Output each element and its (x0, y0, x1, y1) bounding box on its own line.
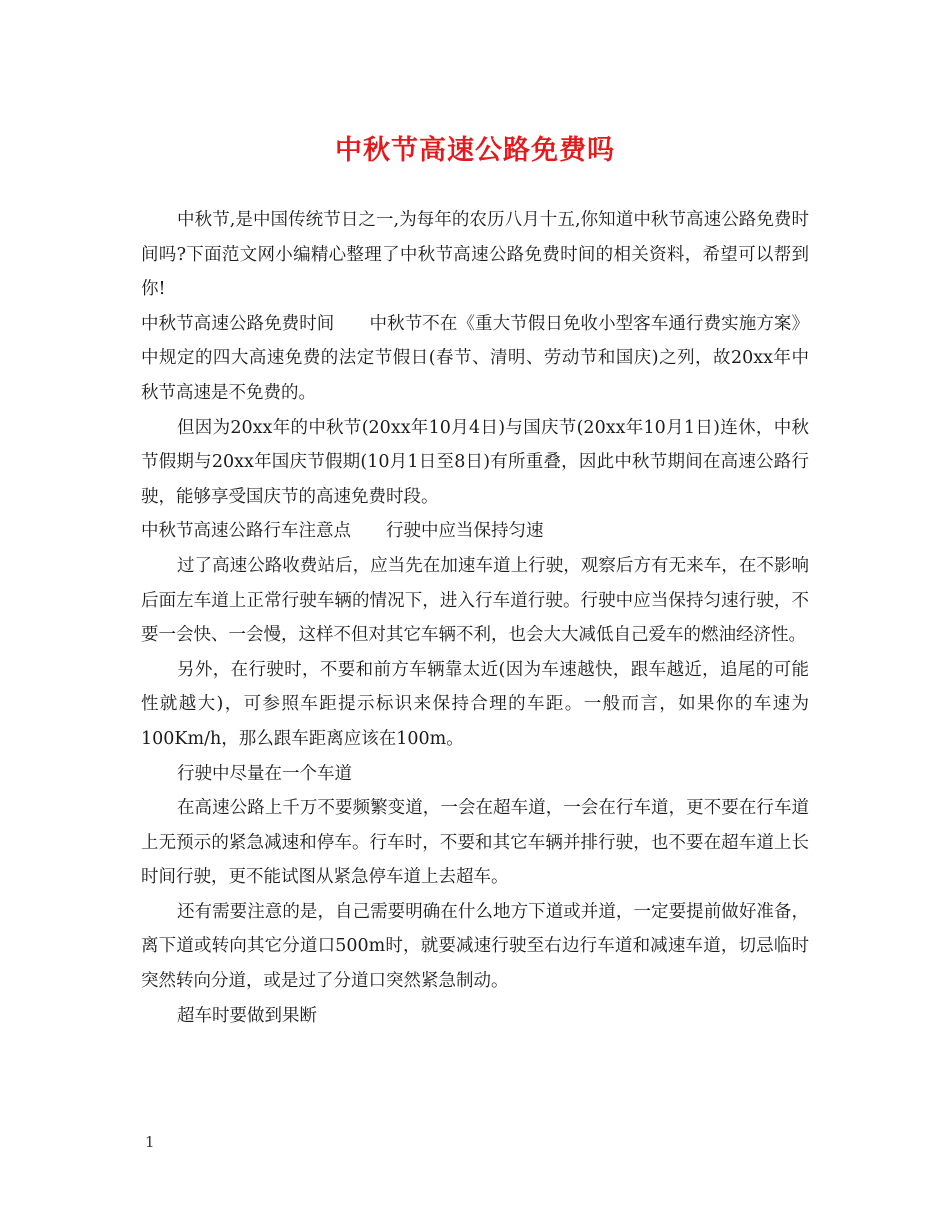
paragraph-one-lane-heading: 行驶中尽量在一个车道 (177, 763, 352, 784)
paragraph-overtaking-heading: 超车时要做到果断 (177, 1005, 317, 1026)
paragraph-free-time: 中秋节高速公路免费时间 中秋节不在《重大节假日免收小型客车通行费实施方案》中规定的四大高速免费的法定节假日(春节、清明、劳动节和国庆)之列，故20xx年中秋节高速是不免费的。 (141, 313, 809, 403)
page-title: 中秋节高速公路免费吗 (335, 135, 615, 166)
paragraph-following-distance: 另外，在行驶时，不要和前方车辆靠太近(因为车速越快，跟车越近，追尾的可能性就越大)，可参照车距提示标识来保持合理的车距。一般而言，如果你的车速为100Km/h，那么跟车距离应该在100m。 (141, 659, 809, 749)
document-body (141, 203, 809, 1033)
paragraph-intro: 中秋节,是中国传统节日之一,为每年的农历八月十五,你知道中秋节高速公路免费时间吗?下面范文网小编精心整理了中秋节高速公路免费时间的相关资料，希望可以帮到你! (141, 210, 809, 300)
paragraph-lane-changes: 在高速公路上千万不要频繁变道，一会在超车道，一会在行车道，更不要在行车道上无预示的紧急减速和停车。行车时，不要和其它车辆并排行驶，也不要在超车道上长时间行驶，更不能试图从紧急停车道上去超车。 (141, 798, 809, 888)
paragraph-exit-prep: 还有需要注意的是，自己需要明确在什么地方下道或并道，一定要提前做好准备，离下道或转向其它分道口500m时，就要减速行驶至右边行车道和减速车道，切忌临时突然转向分道，或是过了分道口突然紧急制动。 (141, 901, 809, 992)
paragraph-overlap: 但因为20xx年的中秋节(20xx年10月4日)与国庆节(20xx年10月1日)连休，中秋节假期与20xx年国庆节假期(10月1日至8日)有所重叠，因此中秋节期间在高速公路行驶，能够享受国庆节的高速免费时段。 (141, 417, 809, 507)
paragraph-driving-tips-heading: 中秋节高速公路行车注意点 行驶中应当保持匀速 (141, 521, 544, 542)
paragraph-steady-speed: 过了高速公路收费站后，应当先在加速车道上行驶，观察后方有无来车，在不影响后面左车道上正常行驶车辆的情况下，进入行车道行驶。行驶中应当保持匀速行驶，不要一会快、一会慢，这样不但对其它车辆不利，也会大大减低自己爱车的燃油经济性。 (141, 555, 809, 646)
page-number: 1 (145, 1133, 155, 1151)
